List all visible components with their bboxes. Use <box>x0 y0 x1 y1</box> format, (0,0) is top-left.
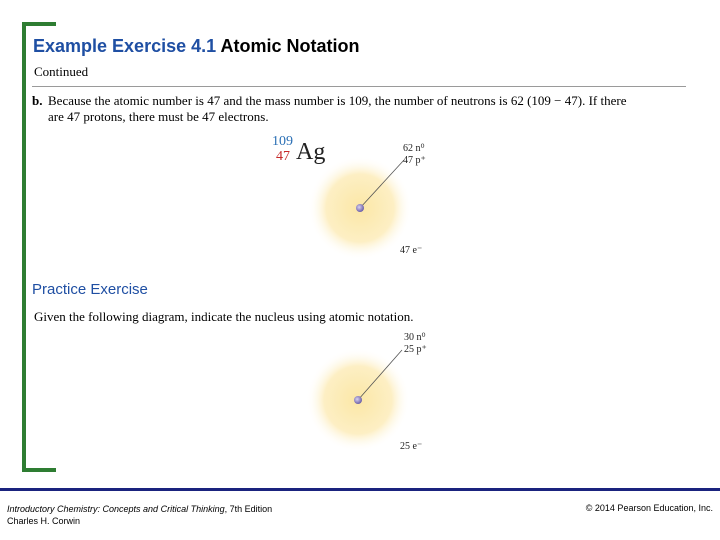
green-bracket <box>22 22 56 472</box>
proton-count-2: 25 p⁺ <box>404 344 427 355</box>
nucleus-2 <box>354 396 362 404</box>
practice-prompt: Given the following diagram, indicate the nucleus using atomic notation. <box>34 309 414 324</box>
continued-label: Continued <box>34 64 89 79</box>
proton-count: 47 p⁺ <box>403 155 426 166</box>
element-symbol: Ag <box>296 139 326 165</box>
atom-diagram-practice <box>300 332 430 452</box>
slide-title <box>33 36 359 57</box>
copyright-notice: © 2014 Pearson Education, Inc. <box>585 503 713 513</box>
footer-citation <box>7 503 272 527</box>
electron-count: 47 e⁻ <box>400 245 423 256</box>
part-b-line-1: Because the atomic number is 47 and the mass number is 109, the number of neutrons is 62 (109 − 47). If there <box>48 93 627 108</box>
practice-title: Practice Exercise <box>32 281 148 298</box>
electron-count-2: 25 e⁻ <box>400 441 423 452</box>
book-edition: , 7th Edition <box>224 504 273 514</box>
title-lead: Example Exercise 4.1 <box>33 36 217 56</box>
atom-glow-svg-2 <box>300 342 430 452</box>
header-divider <box>32 86 686 87</box>
atom-diagram-silver <box>300 143 430 260</box>
neutron-count-2: 30 n⁰ <box>404 332 426 343</box>
mass-number: 109 <box>272 134 293 149</box>
atomic-number: 47 <box>276 149 290 164</box>
book-author: Charles H. Corwin <box>7 516 81 526</box>
footer-divider <box>0 488 720 491</box>
part-b-label: b. <box>32 93 43 108</box>
book-title: Introductory Chemistry: Concepts and Critical Thinking <box>7 504 225 514</box>
nucleus <box>356 204 364 212</box>
neutron-count: 62 n⁰ <box>403 143 425 154</box>
atom-glow-svg <box>300 150 430 260</box>
part-b-line-2: are 47 protons, there must be 47 electrons. <box>48 109 269 124</box>
title-rest: Atomic Notation <box>220 36 360 56</box>
part-b-paragraph <box>32 93 692 125</box>
